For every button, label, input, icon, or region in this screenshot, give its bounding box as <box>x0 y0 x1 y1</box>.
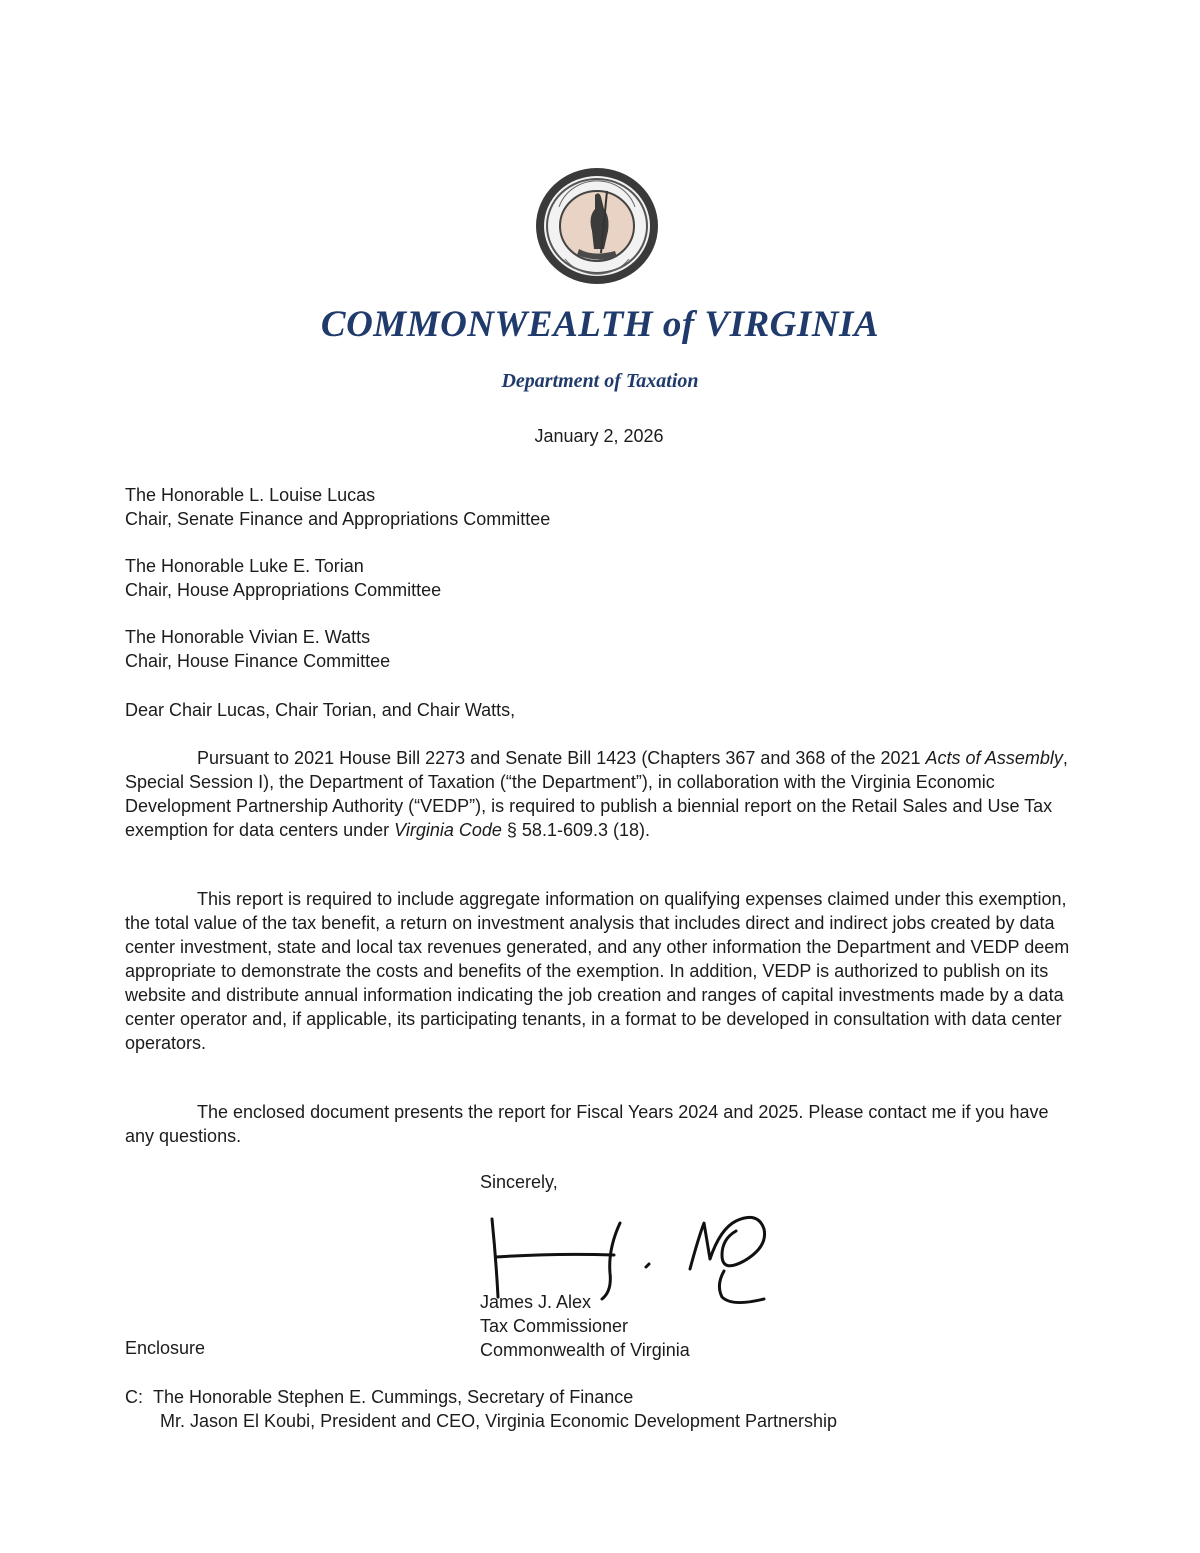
recipient-name: The Honorable L. Louise Lucas <box>125 485 376 505</box>
signer-title: Tax Commissioner <box>480 1316 629 1336</box>
letter-date: January 2, 2026 <box>534 426 664 446</box>
body-paragraph-2: This report is required to include aggregate information on qualifying expenses claimed under this exemption, the total value of the tax benefit, a return on investment analysis that includes direct and indirect jobs created by data center investment, state and local tax revenues generated, and any other information the Department and VEDP deem appropriate to demonstrate the costs and benefits of the exemption. In addition, VEDP is authorized to publish on its website and distribute annual information indicating the job creation and ranges of capital investments made by a data center operator and, if applicable, its participating tenants, in a format to be developed in consultation with data center operators. <box>125 889 1070 1053</box>
cc-line: The Honorable Stephen E. Cummings, Secretary of Finance <box>153 1387 634 1407</box>
salutation: Dear Chair Lucas, Chair Torian, and Chair Watts, <box>125 700 516 720</box>
cc-line: Mr. Jason El Koubi, President and CEO, Virginia Economic Development Partnership <box>160 1411 838 1431</box>
body-paragraph-1: Pursuant to 2021 House Bill 2273 and Senate Bill 1423 (Chapters 367 and 368 of the 2021 Acts of Assembly, Special Session I), the Department of Taxation (“the Department”), in collaboration with the Virginia Economic Development Partnership Authority (“VEDP”), is required to publish a biennial report on the Retail Sales and Use Tax exemption for data centers under Virginia Code § 58.1-609.3 (18). <box>125 748 1068 840</box>
body-paragraph-3: The enclosed document presents the report for Fiscal Years 2024 and 2025. Please contact me if you have any questions. <box>125 1102 1049 1146</box>
signer-org: Commonwealth of Virginia <box>480 1340 690 1360</box>
recipient-title: Chair, House Appropriations Committee <box>125 580 442 600</box>
recipient-title: Chair, House Finance Committee <box>125 651 391 671</box>
recipient-block <box>125 554 441 602</box>
cc-prefix: C: <box>125 1387 143 1407</box>
signer-block <box>480 1290 690 1362</box>
recipient-title: Chair, Senate Finance and Appropriations Committee <box>125 509 551 529</box>
recipient-name: The Honorable Vivian E. Watts <box>125 627 371 647</box>
closing: Sincerely, <box>480 1172 558 1192</box>
recipient-block <box>125 625 390 673</box>
cc-block <box>125 1385 837 1433</box>
enclosure-note: Enclosure <box>125 1338 206 1358</box>
recipient-name: The Honorable Luke E. Torian <box>125 556 364 576</box>
signer-name: James J. Alex <box>480 1292 592 1312</box>
recipient-block <box>125 483 550 531</box>
virginia-seal-icon <box>535 167 659 285</box>
letterhead-department: Department of Taxation <box>501 370 699 392</box>
letterhead-title: COMMONWEALTH of VIRGINIA <box>320 304 880 345</box>
